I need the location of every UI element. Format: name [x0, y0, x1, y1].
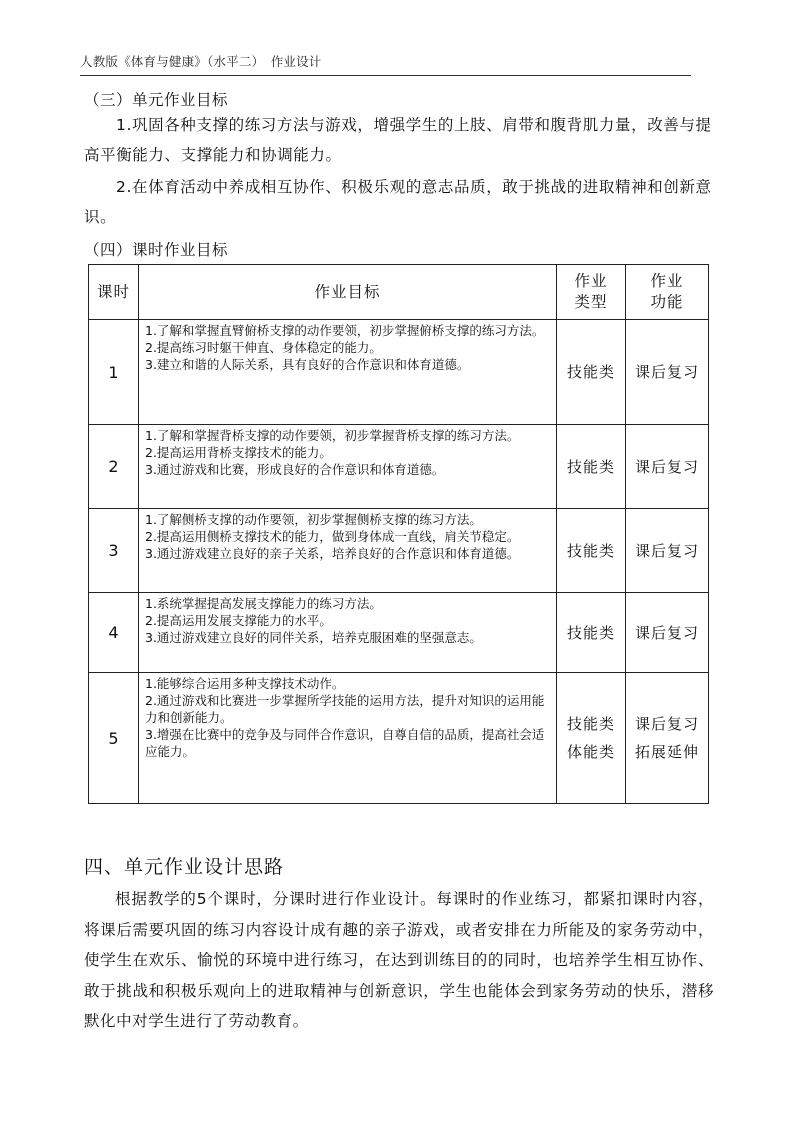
- homework-type-line: 体能类: [566, 743, 615, 761]
- table-row: [89, 425, 709, 509]
- header-lesson: 课时: [89, 265, 139, 320]
- homework-function: 课后复习: [626, 593, 709, 673]
- section3-item2: 2.在体育活动中养成相互协作、积极乐观的意志品质，敢于挑战的进取精神和创新意识。: [84, 178, 712, 226]
- lesson-goals: [139, 673, 557, 804]
- header-func-line1: 作业: [650, 272, 684, 290]
- header-type-line1: 作业: [574, 272, 608, 290]
- homework-type-line: 技能类: [566, 715, 615, 733]
- goal-item: 3.通过游戏建立良好的亲子关系，培养良好的合作意识和体育道德。: [145, 546, 520, 561]
- homework-type: 技能类: [557, 509, 626, 593]
- homework-function-line: 拓展延伸: [634, 743, 699, 761]
- goal-item: 3.通过游戏建立良好的同伴关系，培养克服困难的坚强意志。: [145, 630, 482, 645]
- page-header: 人教版《体育与健康》（水平二） 作业设计: [80, 54, 322, 69]
- lesson-number: 5: [89, 673, 139, 804]
- lesson-goals: [139, 425, 557, 509]
- goal-item: 1.了解和掌握背桥支撑的动作要领，初步掌握背桥支撑的练习方法。: [145, 428, 520, 443]
- homework-type: 技能类: [557, 425, 626, 509]
- table-row: [89, 673, 709, 804]
- header-goal: 作业目标: [139, 265, 557, 320]
- goal-item: 2.通过游戏和比赛进一步掌握所学技能的运用方法，提升对知识的运用能力和创新能力。: [145, 693, 545, 725]
- table-row: [89, 509, 709, 593]
- lesson-goals: [139, 593, 557, 673]
- goal-item: 2.提高运用背桥支撑技术的能力。: [145, 445, 332, 460]
- section4-heading: （四）课时作业目标: [84, 241, 229, 259]
- goal-item: 1.能够综合运用多种支撑技术动作。: [145, 676, 345, 691]
- goal-item: 3.增强在比赛中的竞争及与同伴合作意识，自尊自信的品质，提高社会适应能力。: [145, 727, 545, 759]
- part4-heading: 四、单元作业设计思路: [84, 856, 285, 878]
- goal-item: 2.提高运用发展支撑能力的水平。: [145, 613, 332, 628]
- goal-item: 3.通过游戏和比赛，形成良好的合作意识和体育道德。: [145, 462, 445, 477]
- header-type: [557, 265, 626, 320]
- goal-item: 1.了解和掌握直臂俯桥支撑的动作要领，初步掌握俯桥支撑的练习方法。: [145, 323, 545, 338]
- lesson-goals: [139, 509, 557, 593]
- goal-item: 2.提高练习时躯干伸直、身体稳定的能力。: [145, 340, 382, 355]
- table-row: [89, 593, 709, 673]
- part4-body: 根据教学的5个课时，分课时进行作业设计。每课时的作业练习，都紧扣课时内容，将课后需要巩固的练习内容设计成有趣的亲子游戏，或者安排在力所能及的家务劳动中，使学生在欢乐、愉悦的环境中进行练习，在达到训练目的的同时，也培养学生相互协作、敢于挑战和积极乐观向上的进取精神与创新意识，学生也能体会到家务劳动的快乐，潜移默化中对学生进行了劳动教育。: [84, 890, 714, 1031]
- section3-heading: （三）单元作业目标: [84, 91, 229, 109]
- lesson-number: 4: [89, 593, 139, 673]
- header-function: [626, 265, 709, 320]
- lesson-goals-table: [88, 264, 709, 804]
- lesson-number: 3: [89, 509, 139, 593]
- section3-item1: 1.巩固各种支撑的练习方法与游戏，增强学生的上肢、肩带和腹背肌力量，改善与提高平衡能力、支撑能力和协调能力。: [84, 116, 712, 164]
- lesson-number: 1: [89, 320, 139, 425]
- homework-function: 课后复习: [626, 509, 709, 593]
- homework-function-line: 课后复习: [634, 715, 699, 733]
- table-header-row: [89, 265, 709, 320]
- goal-item: 3.建立和谐的人际关系，具有良好的合作意识和体育道德。: [145, 357, 470, 372]
- goal-item: 1.系统掌握提高发展支撑能力的练习方法。: [145, 596, 382, 611]
- homework-function: [626, 673, 709, 804]
- header-divider: [80, 75, 691, 76]
- homework-type: [557, 673, 626, 804]
- table-row: [89, 320, 709, 425]
- lesson-number: 2: [89, 425, 139, 509]
- goal-item: 1.了解侧桥支撑的动作要领，初步掌握侧桥支撑的练习方法。: [145, 512, 482, 527]
- header-func-line2: 功能: [650, 293, 684, 311]
- homework-type: 技能类: [557, 593, 626, 673]
- lesson-goals: [139, 320, 557, 425]
- homework-function: 课后复习: [626, 425, 709, 509]
- homework-function: 课后复习: [626, 320, 709, 425]
- goal-item: 2.提高运用侧桥支撑技术的能力，做到身体成一直线，肩关节稳定。: [145, 529, 520, 544]
- homework-type: 技能类: [557, 320, 626, 425]
- header-type-line2: 类型: [574, 293, 608, 311]
